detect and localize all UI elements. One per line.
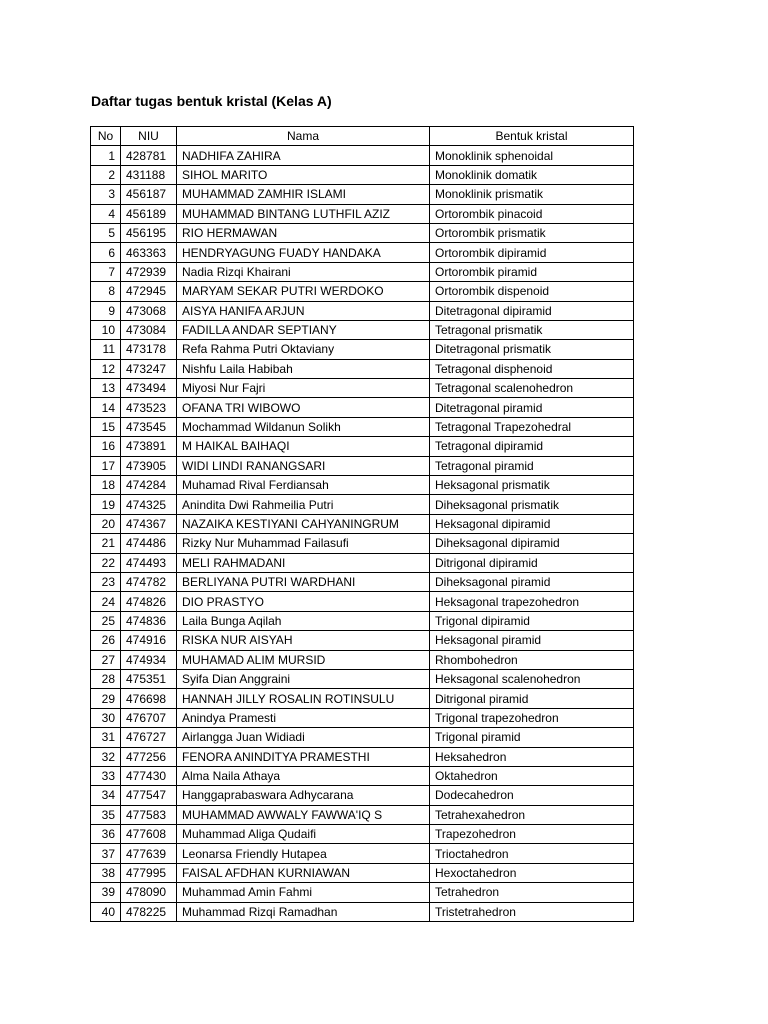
cell-nama: Muhammad Amin Fahmi <box>177 883 430 902</box>
cell-no: 1 <box>91 146 121 165</box>
cell-no: 40 <box>91 902 121 921</box>
cell-nama: MUHAMAD ALIM MURSID <box>177 650 430 669</box>
cell-nama: Leonarsa Friendly Hutapea <box>177 844 430 863</box>
column-header-bentuk-kristal: Bentuk kristal <box>430 127 634 146</box>
cell-niu: 474916 <box>121 631 177 650</box>
table-row <box>91 747 634 766</box>
cell-nama: Nishfu Laila Habibah <box>177 359 430 378</box>
column-header-niu: NIU <box>121 127 177 146</box>
cell-niu: 476707 <box>121 708 177 727</box>
cell-niu: 473545 <box>121 417 177 436</box>
cell-no: 39 <box>91 883 121 902</box>
cell-niu: 478225 <box>121 902 177 921</box>
table-row <box>91 572 634 591</box>
cell-bentuk-kristal: Heksagonal trapezohedron <box>430 592 634 611</box>
cell-no: 9 <box>91 301 121 320</box>
cell-nama: FADILLA ANDAR SEPTIANY <box>177 320 430 339</box>
cell-bentuk-kristal: Tetragonal piramid <box>430 456 634 475</box>
cell-bentuk-kristal: Heksagonal dipiramid <box>430 514 634 533</box>
table-row <box>91 165 634 184</box>
cell-no: 21 <box>91 534 121 553</box>
table-row <box>91 282 634 301</box>
cell-bentuk-kristal: Ortorombik piramid <box>430 262 634 281</box>
cell-no: 11 <box>91 340 121 359</box>
table-row <box>91 379 634 398</box>
cell-no: 28 <box>91 669 121 688</box>
document-title: Daftar tugas bentuk kristal (Kelas A) <box>91 93 332 109</box>
table-row <box>91 786 634 805</box>
cell-bentuk-kristal: Tetragonal dipiramid <box>430 437 634 456</box>
cell-no: 29 <box>91 689 121 708</box>
cell-no: 8 <box>91 282 121 301</box>
cell-nama: Hanggaprabaswara Adhycarana <box>177 786 430 805</box>
cell-nama: MUHAMMAD BINTANG LUTHFIL AZIZ <box>177 204 430 223</box>
cell-bentuk-kristal: Monoklinik domatik <box>430 165 634 184</box>
cell-niu: 474782 <box>121 572 177 591</box>
cell-bentuk-kristal: Ortorombik dispenoid <box>430 282 634 301</box>
cell-no: 36 <box>91 825 121 844</box>
header-row <box>91 127 634 146</box>
cell-no: 31 <box>91 728 121 747</box>
cell-bentuk-kristal: Ditrigonal dipiramid <box>430 553 634 572</box>
cell-niu: 474486 <box>121 534 177 553</box>
cell-niu: 474826 <box>121 592 177 611</box>
cell-nama: SIHOL MARITO <box>177 165 430 184</box>
table-row <box>91 689 634 708</box>
table-row <box>91 669 634 688</box>
cell-no: 16 <box>91 437 121 456</box>
cell-nama: MELI RAHMADANI <box>177 553 430 572</box>
cell-no: 23 <box>91 572 121 591</box>
cell-bentuk-kristal: Tetrahexahedron <box>430 805 634 824</box>
cell-no: 32 <box>91 747 121 766</box>
cell-nama: AISYA HANIFA ARJUN <box>177 301 430 320</box>
table-row <box>91 708 634 727</box>
cell-niu: 474934 <box>121 650 177 669</box>
cell-nama: HANNAH JILLY ROSALIN ROTINSULU <box>177 689 430 708</box>
cell-niu: 456195 <box>121 223 177 242</box>
cell-nama: Muhamad Rival Ferdiansah <box>177 476 430 495</box>
cell-no: 26 <box>91 631 121 650</box>
cell-no: 18 <box>91 476 121 495</box>
cell-bentuk-kristal: Monoklinik prismatik <box>430 185 634 204</box>
table-row <box>91 417 634 436</box>
table-row <box>91 359 634 378</box>
cell-nama: Refa Rahma Putri Oktaviany <box>177 340 430 359</box>
cell-nama: Alma Naila Athaya <box>177 766 430 785</box>
cell-no: 13 <box>91 379 121 398</box>
cell-nama: HENDRYAGUNG FUADY HANDAKA <box>177 243 430 262</box>
table-row <box>91 456 634 475</box>
table-row <box>91 766 634 785</box>
table-row <box>91 883 634 902</box>
cell-nama: MUHAMMAD AWWALY FAWWA'IQ S <box>177 805 430 824</box>
cell-no: 38 <box>91 863 121 882</box>
cell-niu: 477430 <box>121 766 177 785</box>
cell-nama: Nadia Rizqi Khairani <box>177 262 430 281</box>
cell-niu: 472939 <box>121 262 177 281</box>
cell-niu: 428781 <box>121 146 177 165</box>
cell-no: 12 <box>91 359 121 378</box>
cell-bentuk-kristal: Hexoctahedron <box>430 863 634 882</box>
cell-niu: 477547 <box>121 786 177 805</box>
crystal-assignment-table <box>90 126 634 922</box>
table-row <box>91 223 634 242</box>
cell-niu: 477995 <box>121 863 177 882</box>
cell-nama: OFANA TRI WIBOWO <box>177 398 430 417</box>
cell-niu: 476698 <box>121 689 177 708</box>
cell-bentuk-kristal: Trigonal dipiramid <box>430 611 634 630</box>
cell-no: 33 <box>91 766 121 785</box>
table-row <box>91 863 634 882</box>
cell-no: 25 <box>91 611 121 630</box>
cell-niu: 477608 <box>121 825 177 844</box>
cell-bentuk-kristal: Heksahedron <box>430 747 634 766</box>
cell-no: 19 <box>91 495 121 514</box>
cell-no: 10 <box>91 320 121 339</box>
cell-niu: 473494 <box>121 379 177 398</box>
cell-no: 14 <box>91 398 121 417</box>
cell-nama: NAZAIKA KESTIYANI CAHYANINGRUM <box>177 514 430 533</box>
cell-no: 27 <box>91 650 121 669</box>
column-header-nama: Nama <box>177 127 430 146</box>
cell-nama: BERLIYANA PUTRI WARDHANI <box>177 572 430 591</box>
cell-niu: 476727 <box>121 728 177 747</box>
table-row <box>91 514 634 533</box>
table-row <box>91 650 634 669</box>
cell-niu: 473178 <box>121 340 177 359</box>
cell-bentuk-kristal: Trigonal piramid <box>430 728 634 747</box>
cell-nama: Anindita Dwi Rahmeilia Putri <box>177 495 430 514</box>
cell-nama: MUHAMMAD ZAMHIR ISLAMI <box>177 185 430 204</box>
table-row <box>91 146 634 165</box>
cell-nama: DIO PRASTYO <box>177 592 430 611</box>
cell-nama: FAISAL AFDHAN KURNIAWAN <box>177 863 430 882</box>
cell-nama: RISKA NUR AISYAH <box>177 631 430 650</box>
table-row <box>91 185 634 204</box>
cell-niu: 473068 <box>121 301 177 320</box>
cell-nama: FENORA ANINDITYA PRAMESTHI <box>177 747 430 766</box>
table-row <box>91 243 634 262</box>
cell-bentuk-kristal: Ditetragonal prismatik <box>430 340 634 359</box>
cell-no: 7 <box>91 262 121 281</box>
cell-no: 24 <box>91 592 121 611</box>
table-row <box>91 592 634 611</box>
cell-nama: RIO HERMAWAN <box>177 223 430 242</box>
cell-no: 17 <box>91 456 121 475</box>
cell-no: 37 <box>91 844 121 863</box>
cell-niu: 474367 <box>121 514 177 533</box>
column-header-no: No <box>91 127 121 146</box>
cell-niu: 474284 <box>121 476 177 495</box>
table-row <box>91 398 634 417</box>
cell-no: 30 <box>91 708 121 727</box>
cell-bentuk-kristal: Tetragonal scalenohedron <box>430 379 634 398</box>
cell-niu: 477256 <box>121 747 177 766</box>
table-row <box>91 844 634 863</box>
cell-nama: Miyosi Nur Fajri <box>177 379 430 398</box>
table-row <box>91 476 634 495</box>
cell-bentuk-kristal: Oktahedron <box>430 766 634 785</box>
table-row <box>91 262 634 281</box>
cell-bentuk-kristal: Ortorombik prismatik <box>430 223 634 242</box>
table-row <box>91 534 634 553</box>
cell-niu: 474493 <box>121 553 177 572</box>
cell-niu: 431188 <box>121 165 177 184</box>
cell-no: 35 <box>91 805 121 824</box>
cell-niu: 463363 <box>121 243 177 262</box>
cell-bentuk-kristal: Tetragonal Trapezohedral <box>430 417 634 436</box>
table-row <box>91 437 634 456</box>
cell-nama: Muhammad Rizqi Ramadhan <box>177 902 430 921</box>
cell-niu: 456189 <box>121 204 177 223</box>
cell-no: 22 <box>91 553 121 572</box>
cell-bentuk-kristal: Ditetragonal dipiramid <box>430 301 634 320</box>
cell-nama: Laila Bunga Aqilah <box>177 611 430 630</box>
cell-bentuk-kristal: Monoklinik sphenoidal <box>430 146 634 165</box>
cell-bentuk-kristal: Dodecahedron <box>430 786 634 805</box>
table-row <box>91 320 634 339</box>
cell-no: 20 <box>91 514 121 533</box>
cell-bentuk-kristal: Tetragonal disphenoid <box>430 359 634 378</box>
cell-niu: 473523 <box>121 398 177 417</box>
table-row <box>91 340 634 359</box>
cell-bentuk-kristal: Diheksagonal piramid <box>430 572 634 591</box>
cell-niu: 474836 <box>121 611 177 630</box>
table-row <box>91 204 634 223</box>
cell-niu: 473247 <box>121 359 177 378</box>
cell-niu: 477639 <box>121 844 177 863</box>
cell-bentuk-kristal: Trigonal trapezohedron <box>430 708 634 727</box>
cell-niu: 475351 <box>121 669 177 688</box>
cell-niu: 473905 <box>121 456 177 475</box>
cell-no: 2 <box>91 165 121 184</box>
cell-bentuk-kristal: Ditetragonal piramid <box>430 398 634 417</box>
cell-bentuk-kristal: Tetrahedron <box>430 883 634 902</box>
cell-bentuk-kristal: Tristetrahedron <box>430 902 634 921</box>
cell-nama: Airlangga Juan Widiadi <box>177 728 430 747</box>
cell-nama: WIDI LINDI RANANGSARI <box>177 456 430 475</box>
cell-no: 5 <box>91 223 121 242</box>
cell-niu: 477583 <box>121 805 177 824</box>
table-row <box>91 728 634 747</box>
cell-niu: 478090 <box>121 883 177 902</box>
cell-niu: 473891 <box>121 437 177 456</box>
cell-bentuk-kristal: Diheksagonal prismatik <box>430 495 634 514</box>
cell-bentuk-kristal: Ortorombik dipiramid <box>430 243 634 262</box>
cell-bentuk-kristal: Ditrigonal piramid <box>430 689 634 708</box>
table-row <box>91 902 634 921</box>
cell-bentuk-kristal: Ortorombik pinacoid <box>430 204 634 223</box>
cell-nama: Mochammad Wildanun Solikh <box>177 417 430 436</box>
cell-nama: Muhammad Aliga Qudaifi <box>177 825 430 844</box>
cell-bentuk-kristal: Rhombohedron <box>430 650 634 669</box>
table-row <box>91 301 634 320</box>
cell-bentuk-kristal: Heksagonal scalenohedron <box>430 669 634 688</box>
cell-nama: MARYAM SEKAR PUTRI WERDOKO <box>177 282 430 301</box>
table-row <box>91 611 634 630</box>
cell-bentuk-kristal: Heksagonal prismatik <box>430 476 634 495</box>
cell-nama: Rizky Nur Muhammad Failasufi <box>177 534 430 553</box>
cell-no: 3 <box>91 185 121 204</box>
cell-bentuk-kristal: Trapezohedron <box>430 825 634 844</box>
cell-bentuk-kristal: Tetragonal prismatik <box>430 320 634 339</box>
cell-bentuk-kristal: Heksagonal piramid <box>430 631 634 650</box>
cell-niu: 472945 <box>121 282 177 301</box>
table-row <box>91 805 634 824</box>
cell-no: 34 <box>91 786 121 805</box>
cell-no: 4 <box>91 204 121 223</box>
cell-nama: M HAIKAL BAIHAQI <box>177 437 430 456</box>
cell-nama: NADHIFA ZAHIRA <box>177 146 430 165</box>
cell-niu: 474325 <box>121 495 177 514</box>
cell-no: 15 <box>91 417 121 436</box>
cell-bentuk-kristal: Trioctahedron <box>430 844 634 863</box>
table-row <box>91 553 634 572</box>
cell-bentuk-kristal: Diheksagonal dipiramid <box>430 534 634 553</box>
cell-niu: 456187 <box>121 185 177 204</box>
table-row <box>91 631 634 650</box>
table-body <box>91 146 634 922</box>
table-row <box>91 825 634 844</box>
cell-no: 6 <box>91 243 121 262</box>
table-row <box>91 495 634 514</box>
table-header <box>91 127 634 146</box>
cell-nama: Anindya Pramesti <box>177 708 430 727</box>
cell-niu: 473084 <box>121 320 177 339</box>
cell-nama: Syifa Dian Anggraini <box>177 669 430 688</box>
